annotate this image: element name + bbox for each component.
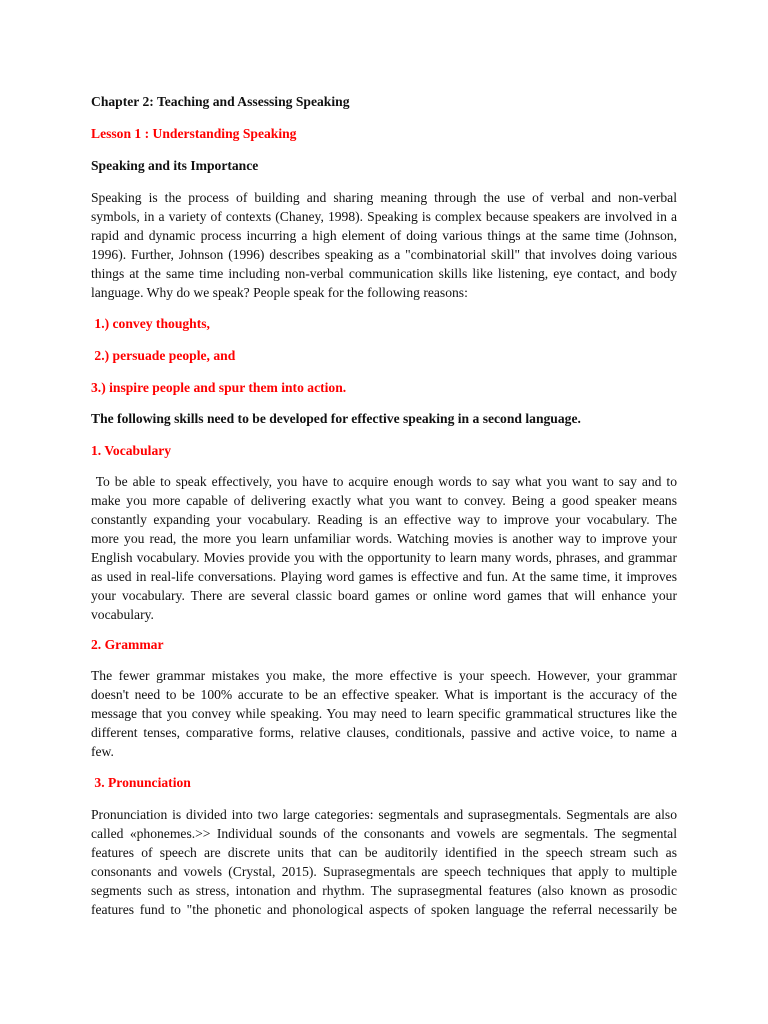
intro-line: 1996). Further, Johnson (1996) describes speaking as a "combinatorial skill" that involves doing various bbox=[91, 247, 677, 262]
grammar-line: different tenses, comparative forms, relative clauses, conditionals, passive and active voice, to name a bbox=[91, 725, 677, 740]
vocabulary-line: more you read, the more you learn unfamiliar words. Watching movies is another way to improve your bbox=[91, 531, 677, 546]
grammar-line: doesn't need to be 100% accurate to be an effective speaker. What is important is the accuracy of the bbox=[91, 687, 677, 702]
intro-line: language. Why do we speak? People speak for the following reasons: bbox=[91, 285, 468, 300]
vocabulary-line: English vocabulary. Movies provide you with the opportunity to learn many words, phrases, and grammar bbox=[91, 550, 677, 565]
intro-line: things at the same time including non-verbal communication skills like listening, eye contact, and body bbox=[91, 266, 677, 281]
reason-item: 2.) persuade people, and bbox=[91, 348, 236, 363]
vocabulary-paragraph bbox=[91, 472, 677, 624]
section-title: Speaking and its Importance bbox=[91, 158, 259, 173]
grammar-paragraph bbox=[91, 666, 677, 761]
grammar-heading: 2. Grammar bbox=[91, 637, 164, 652]
skills-intro: The following skills need to be developed for effective speaking in a second language. bbox=[91, 411, 581, 426]
pronunciation-line: Pronunciation is divided into two large categories: segmentals and suprasegmentals. Segmentals are also bbox=[91, 807, 677, 822]
intro-line: Speaking is the process of building and sharing meaning through the use of verbal and non-verbal bbox=[91, 190, 677, 205]
intro-paragraph bbox=[91, 188, 677, 302]
pronunciation-heading: 3. Pronunciation bbox=[91, 775, 191, 790]
pronunciation-line: called «phonemes.>> Individual sounds of the consonants and vowels are segmentals. The segmental bbox=[91, 826, 677, 841]
vocabulary-line: To be able to speak effectively, you have to acquire enough words to say what you want to say and to bbox=[91, 474, 677, 489]
grammar-line: message that you convey while speaking. You may need to learn specific grammatical structures like the bbox=[91, 706, 677, 721]
intro-line: symbols, in a variety of contexts (Chaney, 1998). Speaking is complex because speakers are involved in a bbox=[91, 209, 677, 224]
pronunciation-line: features of speech are discrete units that can be auditorily identified in the speech stream such as bbox=[91, 845, 677, 860]
vocabulary-line: as used in real-life conversations. Playing word games is effective and fun. At the same time, it improves bbox=[91, 569, 677, 584]
grammar-line: The fewer grammar mistakes you make, the more effective is your speech. However, your grammar bbox=[91, 668, 677, 683]
vocabulary-line: constantly expanding your vocabulary. Reading is an effective way to improve your vocabulary. The bbox=[91, 512, 677, 527]
chapter-title: Chapter 2: Teaching and Assessing Speaking bbox=[91, 94, 350, 109]
vocabulary-line: make you more capable of delivering exactly what you want to convey. Being a good speaker means bbox=[91, 493, 677, 508]
reason-item: 1.) convey thoughts, bbox=[91, 316, 210, 331]
reason-item: 3.) inspire people and spur them into action. bbox=[91, 380, 347, 395]
lesson-title: Lesson 1 : Understanding Speaking bbox=[91, 126, 297, 141]
vocabulary-line: vocabulary. bbox=[91, 607, 154, 622]
pronunciation-line: segments such as stress, intonation and rhythm. The suprasegmental features (also known as prosodic bbox=[91, 883, 677, 898]
pronunciation-line: consonants and vowels (Crystal, 2015). Suprasegmentals are speech techniques that apply to multiple bbox=[91, 864, 677, 879]
grammar-line: few. bbox=[91, 744, 114, 759]
vocabulary-line: your vocabulary. There are several classic board games or online word games that will enhance your bbox=[91, 588, 677, 603]
intro-line: rapid and dynamic process incurring a high element of doing various things at the same time (Johnson, bbox=[91, 228, 677, 243]
pronunciation-paragraph bbox=[91, 805, 677, 919]
pronunciation-line: features fund to "the phonetic and phonological aspects of spoken language the referral necessarily be bbox=[91, 902, 677, 917]
vocabulary-heading: 1. Vocabulary bbox=[91, 443, 172, 458]
